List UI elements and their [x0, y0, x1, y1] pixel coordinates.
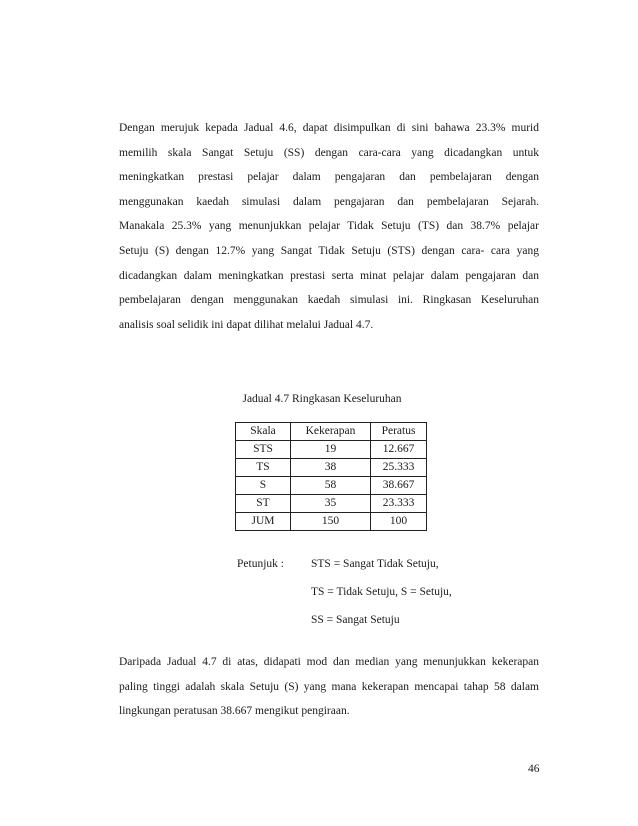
table-header-row: [236, 423, 427, 441]
table-cell: 100: [371, 513, 427, 531]
table-cell: 25.333: [371, 459, 427, 477]
legend-line: TS = Tidak Setuju, S = Setuju,: [311, 586, 452, 598]
table-cell: TS: [236, 459, 291, 477]
legend-line: STS = Sangat Tidak Setuju,: [311, 558, 439, 570]
table-cell: JUM: [236, 513, 291, 531]
column-header-kekerapan: Kekerapan: [291, 423, 371, 441]
table-cell: 19: [291, 441, 371, 459]
table-cell: 150: [291, 513, 371, 531]
table-cell: ST: [236, 495, 291, 513]
table-row: [236, 441, 427, 459]
table-cell: S: [236, 477, 291, 495]
text-line: menggunakan kaedah simulasi dalam pengajaran dan pembelajaran Sejarah.: [119, 195, 539, 208]
table-cell: 58: [291, 477, 371, 495]
table-cell: 35: [291, 495, 371, 513]
text-line: Dengan merujuk kepada Jadual 4.6, dapat disimpulkan di sini bahawa 23.3% murid: [119, 122, 539, 134]
table-cell: STS: [236, 441, 291, 459]
table-row: [236, 459, 427, 477]
legend-line: SS = Sangat Setuju: [311, 614, 400, 626]
text-line: dicadangkan dalam meningkatkan prestasi serta minat pelajar dalam pengajaran dan: [119, 269, 539, 282]
table-caption: Jadual 4.7 Ringkasan Keseluruhan: [242, 393, 402, 405]
table-cell: 23.333: [371, 495, 427, 513]
text-line: meningkatkan prestasi pelajar dalam pengajaran dan pembelajaran dengan: [119, 171, 539, 184]
page-number: 46: [528, 763, 540, 775]
paragraph-conclusion: [119, 650, 539, 724]
text-line: paling tinggi adalah skala Setuju (S) yang mana kekerapan mencapai tahap 58 dalam: [119, 680, 539, 693]
table-cell: 38: [291, 459, 371, 477]
column-header-peratus: Peratus: [371, 423, 427, 441]
summary-table: [235, 422, 427, 531]
column-header-skala: Skala: [236, 423, 291, 441]
paragraph-intro: [119, 116, 539, 337]
text-line: Manakala 25.3% yang menunjukkan pelajar Tidak Setuju (TS) dan 38.7% pelajar: [119, 220, 539, 233]
text-line: memilih skala Sangat Setuju (SS) dengan cara-cara yang dicadangkan untuk: [119, 146, 539, 159]
table-row: [236, 495, 427, 513]
table-row: [236, 513, 427, 531]
table-cell: 12.667: [371, 441, 427, 459]
legend-label: Petunjuk :: [237, 558, 284, 570]
table-cell: 38.667: [371, 477, 427, 495]
text-line: Daripada Jadual 4.7 di atas, didapati mod dan median yang menunjukkan kekerapan: [119, 656, 539, 668]
text-line: Setuju (S) dengan 12.7% yang Sangat Tidak Setuju (STS) dengan cara- cara yang: [119, 244, 539, 257]
text-line: analisis soal selidik ini dapat dilihat melalui Jadual 4.7.: [119, 318, 374, 331]
text-line: pembelajaran dengan menggunakan kaedah simulasi ini. Ringkasan Keseluruhan: [119, 294, 539, 307]
table-row: [236, 477, 427, 495]
text-line: lingkungan peratusan 38.667 mengikut pengiraan.: [119, 705, 350, 718]
